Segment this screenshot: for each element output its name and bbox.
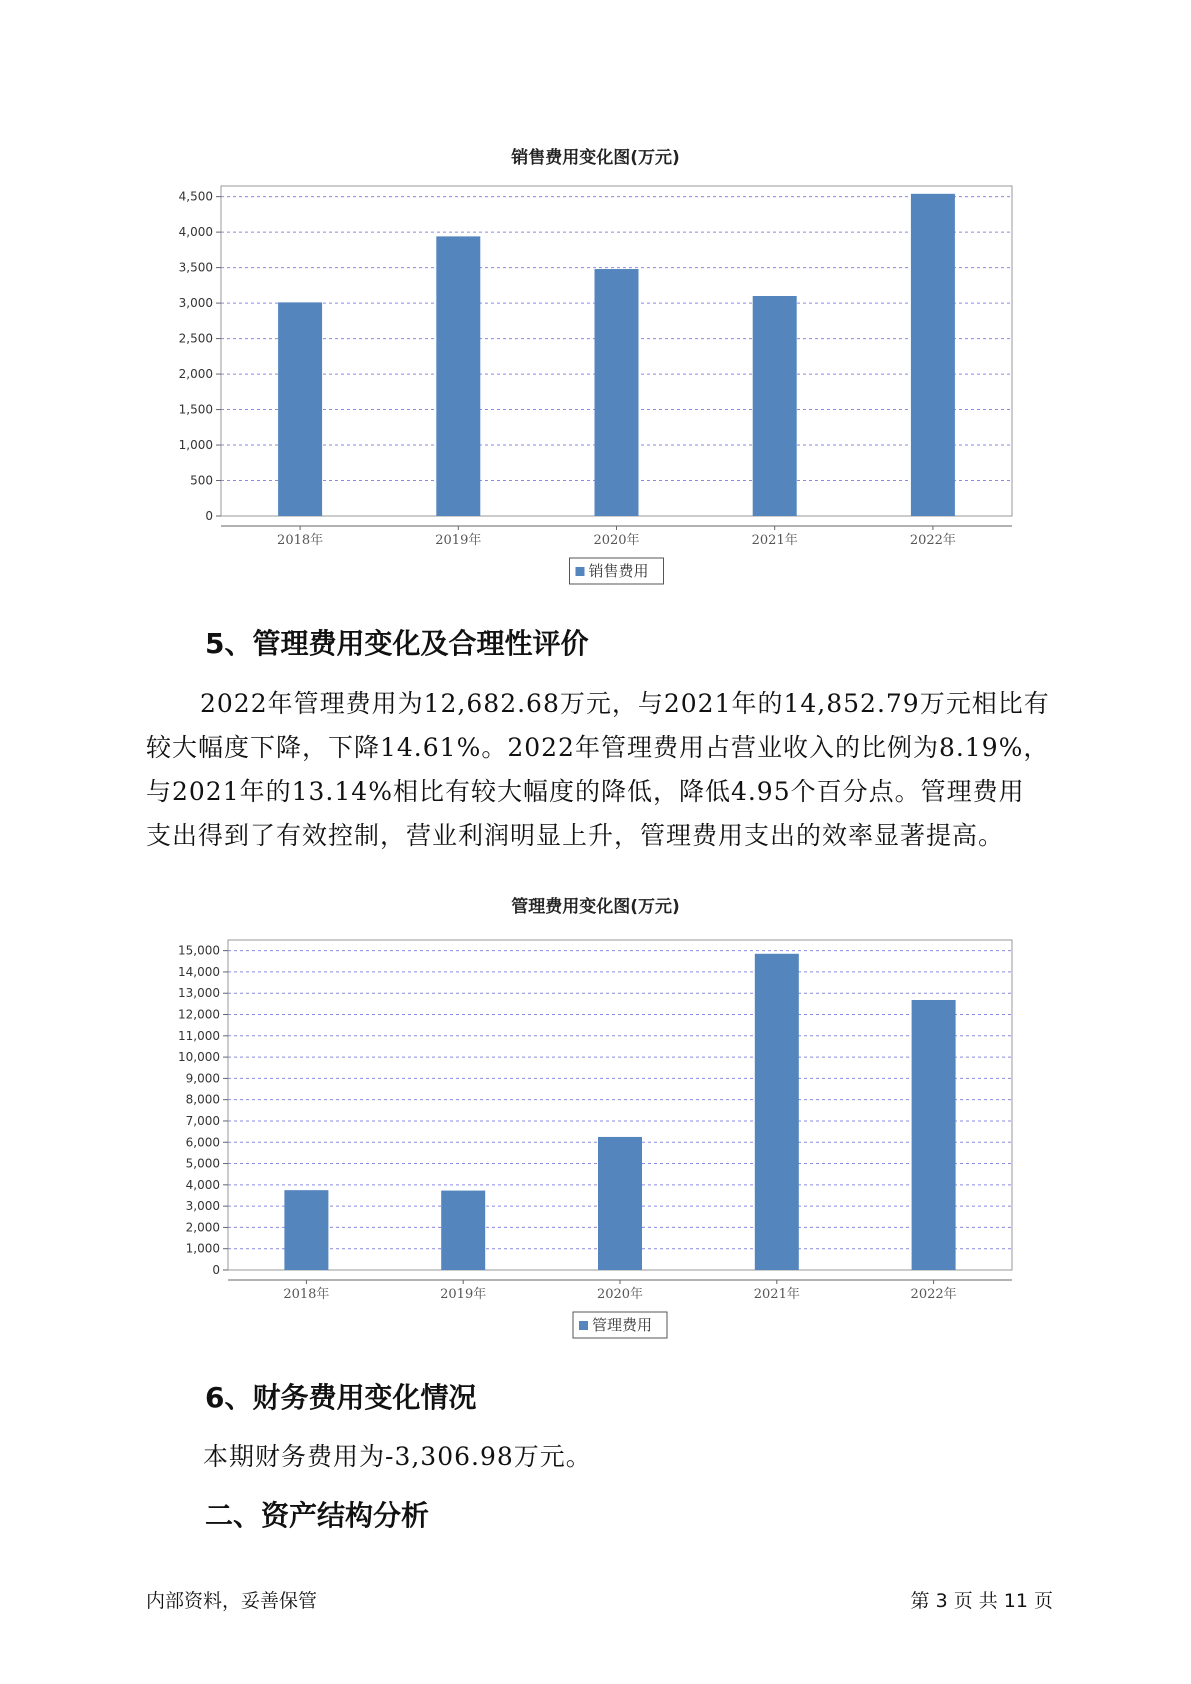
section-6-text: 本期财务费用为-3,306.98万元。 — [203, 1442, 592, 1471]
y-tick-label: 12,000 — [178, 1007, 220, 1022]
y-tick-label: 500 — [190, 473, 213, 488]
bar — [284, 1190, 328, 1270]
y-tick-label: 3,000 — [178, 296, 213, 311]
bar — [755, 954, 799, 1270]
legend-swatch — [576, 567, 585, 576]
y-tick-label: 1,000 — [185, 1241, 220, 1256]
legend — [570, 558, 664, 584]
x-tick-label: 2021年 — [751, 533, 798, 548]
y-tick-label: 7,000 — [185, 1113, 220, 1128]
bar — [753, 296, 797, 516]
y-tick-label: 2,000 — [178, 367, 213, 382]
x-tick-label: 2018年 — [283, 1287, 330, 1302]
footer-page-number: 第 3 页 共 11 页 — [910, 1590, 1053, 1612]
legend-label: 管理费用 — [592, 1316, 653, 1334]
x-tick-label: 2019年 — [435, 533, 482, 548]
x-tick-label: 2022年 — [909, 533, 956, 548]
section-6-heading: 6、财务费用变化情况 — [205, 1381, 477, 1414]
x-tick-label: 2019年 — [440, 1287, 487, 1302]
y-tick-label: 5,000 — [185, 1156, 220, 1171]
y-tick-label: 14,000 — [178, 964, 220, 979]
x-tick-label: 2022年 — [910, 1287, 957, 1302]
section-5-heading: 5、管理费用变化及合理性评价 — [205, 627, 589, 660]
y-tick-label: 13,000 — [178, 986, 220, 1001]
paragraph-line: 较大幅度下降，下降14.61%。2022年管理费用占营业收入的比例为8.19%， — [146, 733, 1050, 762]
bar — [911, 194, 955, 516]
footer-confidential: 内部资料，妥善保管 — [146, 1590, 318, 1612]
legend-label: 销售费用 — [588, 562, 649, 580]
y-tick-label: 2,500 — [178, 331, 213, 346]
x-tick-label: 2020年 — [596, 1287, 644, 1302]
y-tick-label: 3,000 — [185, 1199, 220, 1214]
paragraph-line: 2022年管理费用为12,682.68万元，与2021年的14,852.79万元相比有 — [200, 689, 1050, 718]
bar — [912, 1000, 956, 1270]
x-tick-label: 2020年 — [593, 533, 640, 548]
y-tick-label: 1,500 — [178, 402, 213, 417]
y-tick-label: 2,000 — [185, 1220, 220, 1235]
x-tick-label: 2021年 — [753, 1287, 800, 1302]
paragraph-line: 与2021年的13.14%相比有较大幅度的降低，降低4.95个百分点。管理费用 — [146, 777, 1025, 806]
bar — [436, 236, 480, 516]
y-tick-label: 4,500 — [178, 189, 213, 204]
y-tick-label: 4,000 — [178, 225, 213, 240]
section-two-heading: 二、资产结构分析 — [205, 1499, 430, 1532]
bar — [441, 1191, 485, 1270]
y-tick-label: 1,000 — [178, 438, 213, 453]
bar — [598, 1137, 642, 1270]
y-tick-label: 15,000 — [178, 943, 220, 958]
x-tick-label: 2018年 — [277, 533, 324, 548]
y-tick-label: 4,000 — [185, 1177, 220, 1192]
y-tick-label: 6,000 — [185, 1135, 220, 1150]
y-tick-label: 11,000 — [178, 1028, 220, 1043]
sales-chart-title: 销售费用变化图(万元) — [511, 148, 680, 168]
bar — [278, 302, 322, 516]
y-tick-label: 0 — [205, 509, 213, 523]
y-tick-label: 8,000 — [185, 1092, 220, 1107]
y-tick-label: 9,000 — [185, 1071, 220, 1086]
legend — [573, 1312, 667, 1338]
paragraph-line: 支出得到了有效控制，营业利润明显上升，管理费用支出的效率显著提高。 — [146, 821, 1005, 850]
sales-expense-chart — [0, 180, 1191, 640]
y-tick-label: 0 — [212, 1263, 220, 1277]
admin-expense-chart — [0, 930, 1191, 1350]
bar — [595, 269, 639, 516]
y-tick-label: 10,000 — [178, 1050, 220, 1065]
legend-swatch — [579, 1321, 588, 1330]
y-tick-label: 3,500 — [178, 260, 213, 275]
admin-chart-title: 管理费用变化图(万元) — [511, 897, 680, 917]
